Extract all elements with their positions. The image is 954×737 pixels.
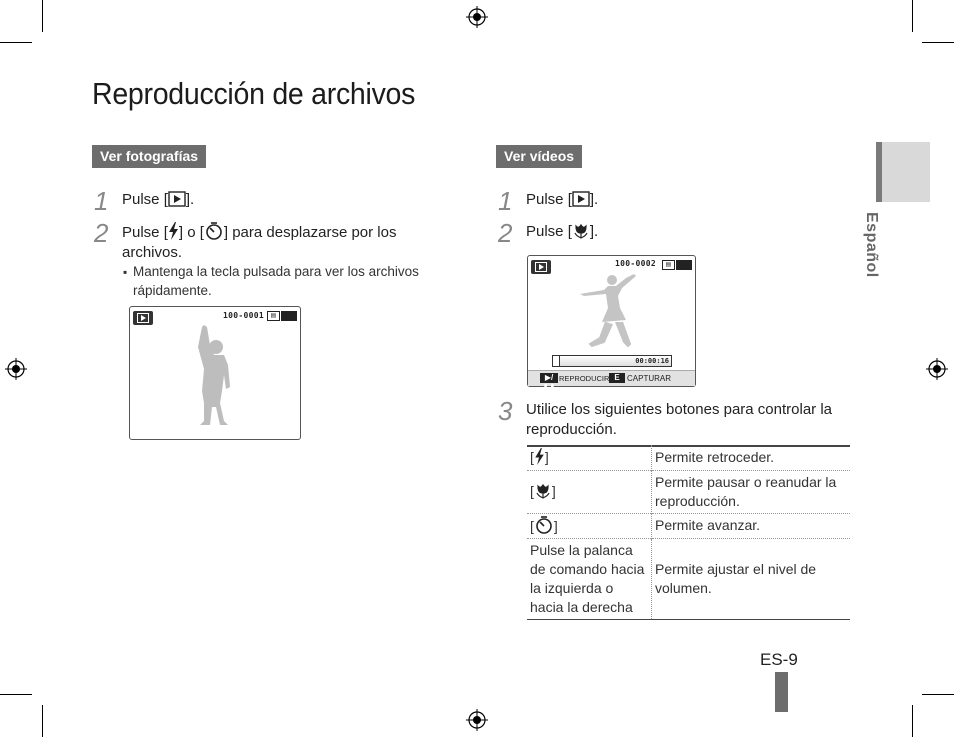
e-key-icon: E (609, 373, 625, 383)
table-cell-desc: Permite ajustar el nivel de volumen. (655, 560, 817, 596)
table-cell-desc: Permite avanzar. (655, 517, 761, 533)
step-number: 1 (94, 186, 109, 216)
memory-icon: ▤ (267, 311, 280, 321)
page-title: Reproducción de archivos (92, 76, 416, 111)
macro-icon (572, 223, 590, 239)
play-pause-key-icon: ▶/❚❚ (540, 373, 558, 383)
capture-key-label: CAPTURAR (627, 374, 672, 383)
crop-mark (912, 0, 913, 32)
table-row (527, 470, 850, 513)
camera-screen-video (527, 255, 696, 392)
table-row (527, 538, 850, 619)
step-number: 1 (498, 186, 513, 216)
bullet-note: Mantenga la tecla pulsada para ver los archivos rápidamente. (133, 264, 419, 298)
crop-mark (922, 694, 954, 695)
crop-mark (42, 705, 43, 737)
flash-icon (534, 448, 545, 465)
registration-mark-icon (926, 358, 948, 380)
bullet-marker: ▪ (123, 265, 128, 279)
page-number: ES-9 (760, 650, 798, 669)
section-label-photos: Ver fotografías (92, 145, 206, 168)
step-number: 2 (498, 218, 513, 248)
table-cell-desc: Permite retroceder. (655, 448, 775, 465)
step-text: Pulse [ (122, 191, 168, 208)
screen-button-bar (528, 370, 695, 392)
step-text: ] para desplazarse por los archivos. (122, 224, 397, 261)
language-tab (876, 142, 930, 202)
step-1-photos (122, 190, 194, 210)
step-number: 2 (94, 218, 109, 248)
table-row (527, 513, 850, 538)
step-number: 3 (498, 396, 513, 426)
language-tab-label: Español (863, 212, 880, 278)
play-button-icon (572, 191, 590, 207)
language-tab-bar (876, 142, 882, 202)
crop-mark (922, 42, 954, 43)
table-cell-desc: Permite pausar o reanudar la reproducción. (655, 473, 837, 509)
step-text: ] o [ (178, 224, 204, 241)
timer-icon (534, 516, 554, 534)
step-2-photos (122, 222, 442, 263)
progress-handle (553, 356, 560, 366)
registration-mark-icon (5, 358, 27, 380)
step-text: ]. (589, 223, 599, 240)
step-text: Pulse [ (526, 191, 572, 208)
play-key-label: REPRODUCIR (559, 374, 610, 383)
table-row (527, 445, 850, 470)
video-time: 00:00:16 (635, 357, 669, 365)
table-cell-key: [ ] (527, 445, 652, 470)
controls-table (527, 445, 850, 620)
video-progress-bar[interactable] (552, 355, 672, 367)
step-text: Pulse [ (122, 224, 168, 241)
memory-icon: ▤ (662, 260, 675, 270)
crop-mark (42, 0, 43, 32)
playback-mode-icon (133, 311, 153, 325)
page-marker-bar (775, 672, 788, 712)
play-button-icon (168, 191, 186, 207)
file-number: 100-0001 (223, 311, 264, 320)
step-2-videos (526, 222, 598, 242)
table-cell-key: [ ] (527, 513, 652, 538)
dancer-video-image (578, 272, 648, 352)
camera-screen-photo (129, 306, 301, 440)
step-3-videos: Utilice los siguientes botones para controlar la reproducción. (526, 401, 832, 438)
step-text: ]. (185, 191, 195, 208)
table-cell-key: Pulse la palanca de comando hacia la izquierda o hacia la derecha (527, 538, 652, 619)
crop-mark (912, 705, 913, 737)
boy-photo-image (190, 325, 240, 431)
crop-mark (0, 694, 32, 695)
crop-mark (0, 42, 32, 43)
section-label-videos: Ver vídeos (496, 145, 582, 168)
flash-icon (168, 222, 179, 240)
file-number: 100-0002 (615, 259, 656, 268)
registration-mark-icon (466, 6, 488, 28)
step-text: ]. (589, 191, 599, 208)
battery-icon (676, 260, 692, 270)
table-cell-key: [ ] (527, 470, 652, 513)
timer-icon (204, 222, 224, 240)
playback-mode-icon (531, 260, 551, 274)
registration-mark-icon (466, 709, 488, 731)
step-1-videos (526, 190, 598, 210)
macro-icon (534, 483, 552, 499)
battery-icon (281, 311, 297, 321)
step-text: Pulse [ (526, 223, 572, 240)
